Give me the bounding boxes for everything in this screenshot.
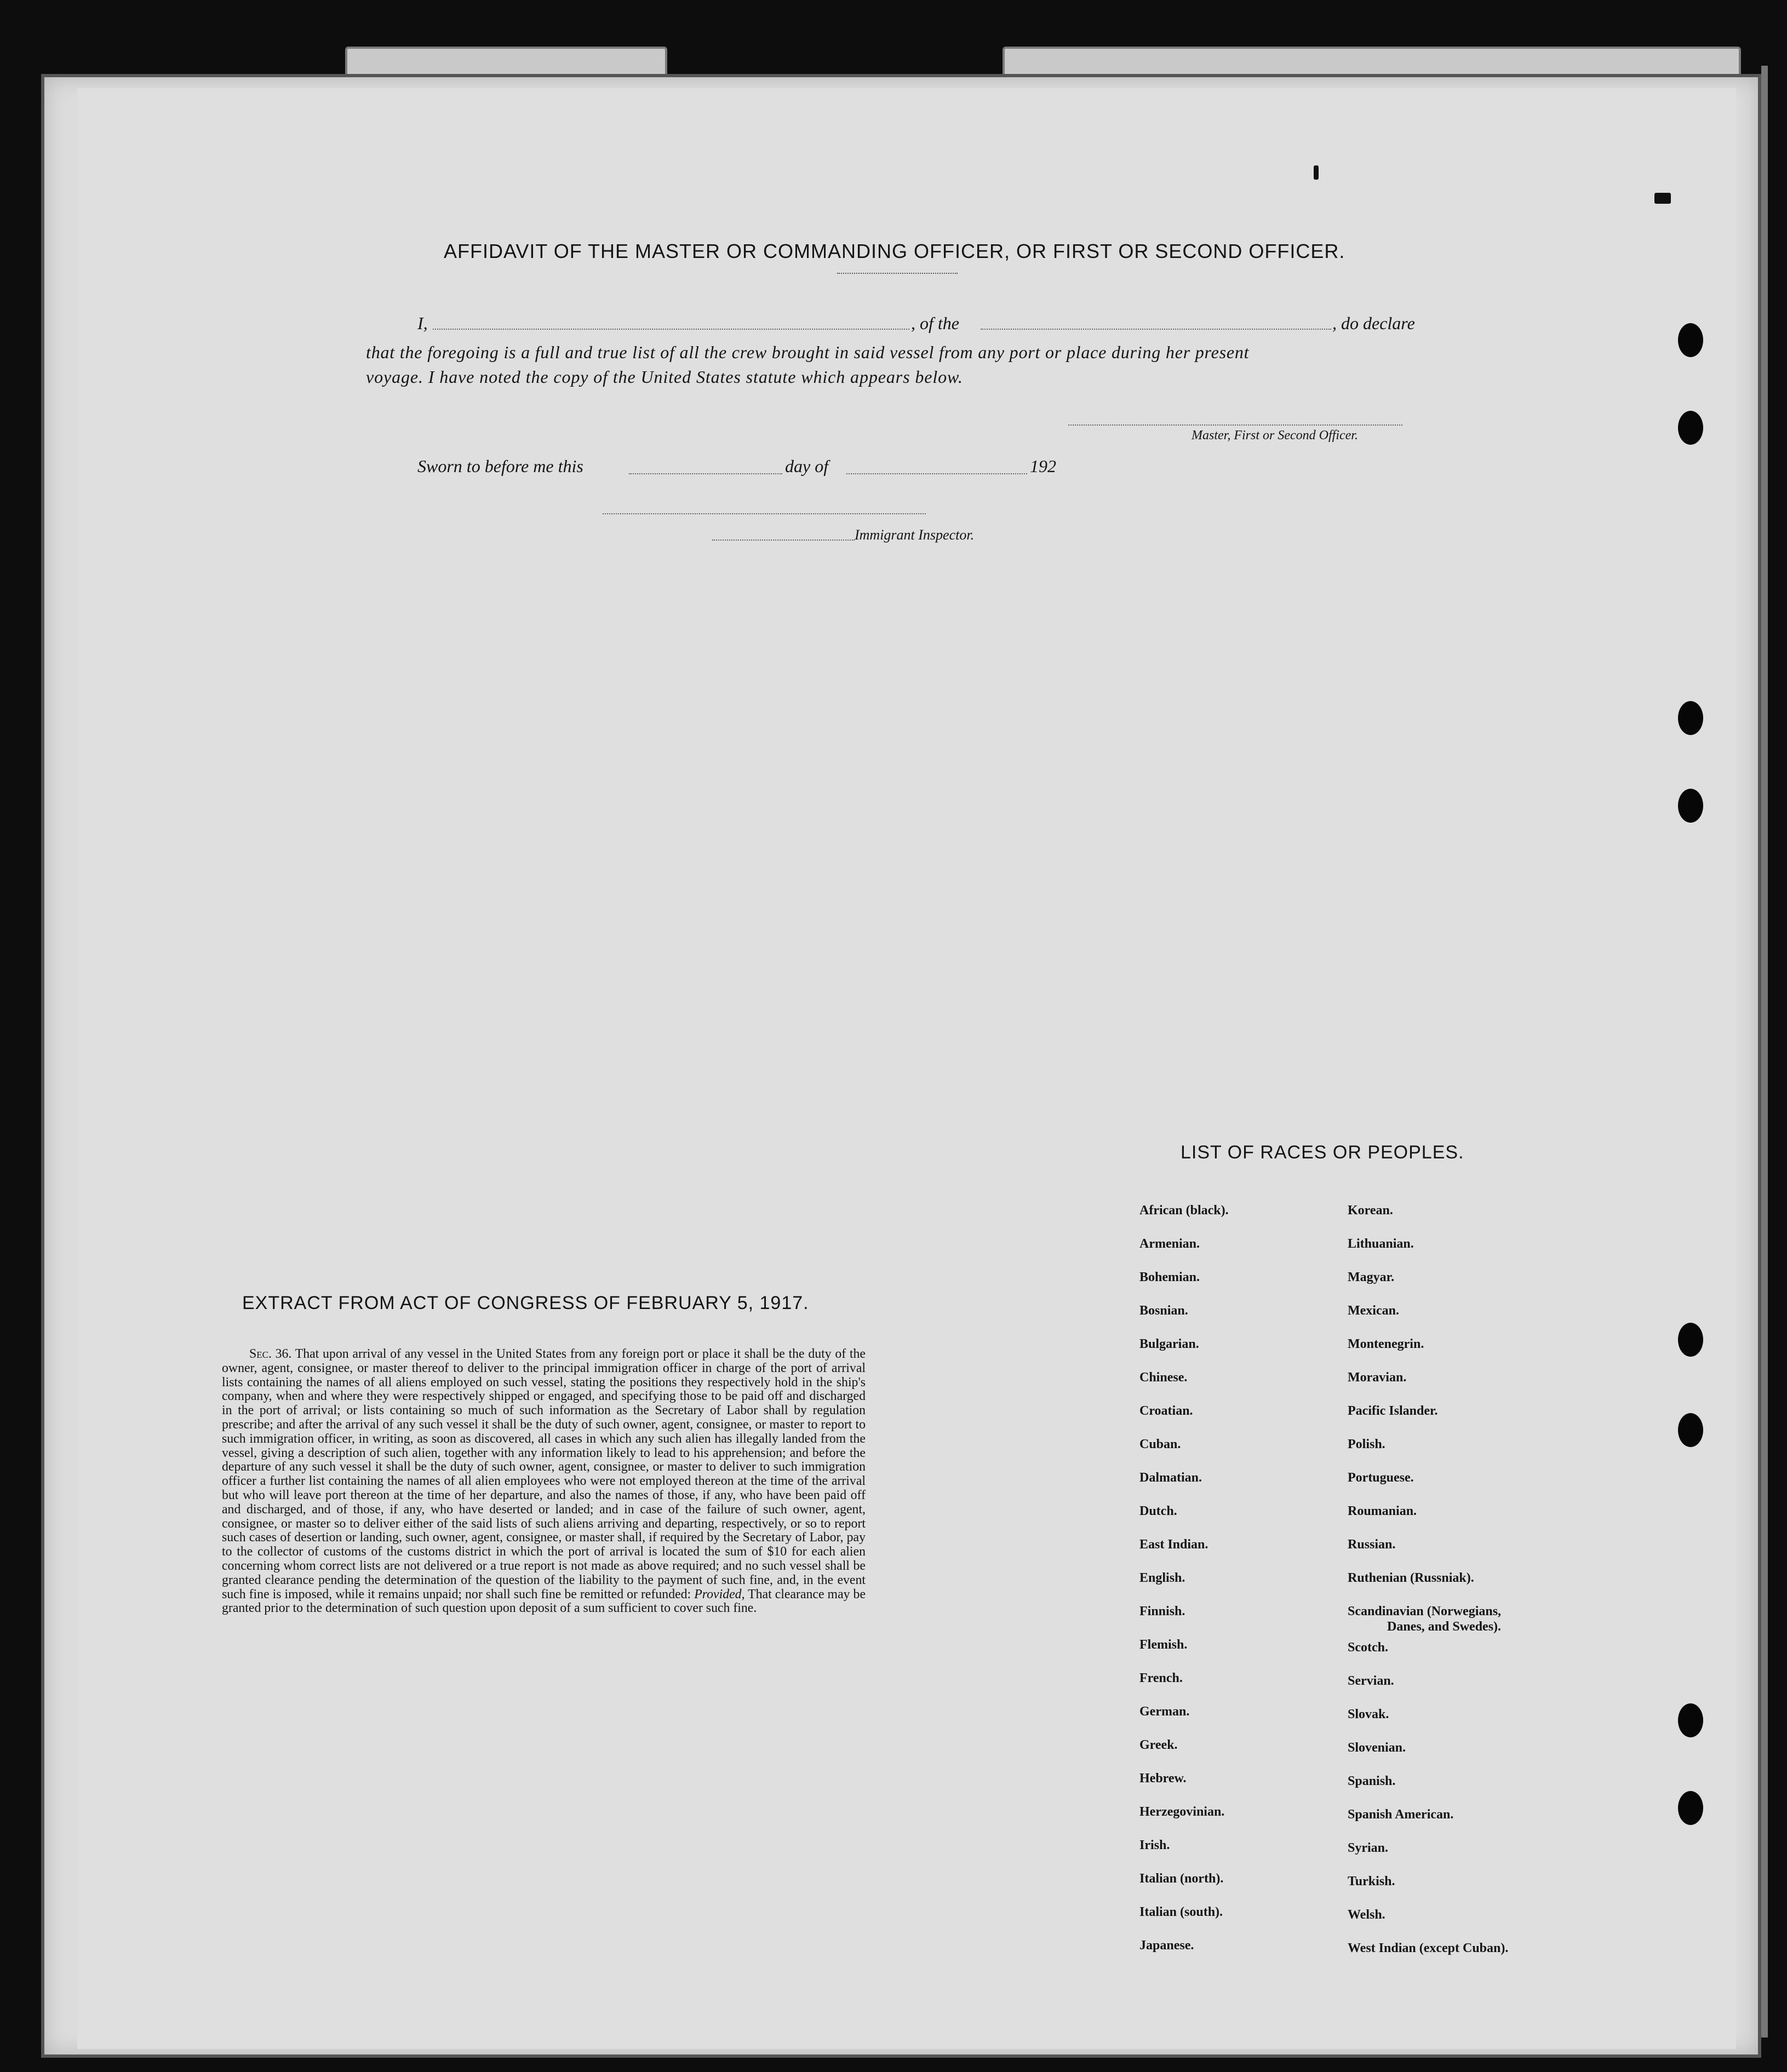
punch-hole <box>1678 1323 1703 1357</box>
race-item: Hebrew. <box>1139 1771 1187 1786</box>
race-item: Portuguese. <box>1348 1471 1414 1485</box>
race-item: Roumanian. <box>1348 1504 1417 1518</box>
affidavit-line3: voyage. I have noted the copy of the United States statute which appears below. <box>366 367 963 387</box>
inspector-signature-field-upper[interactable] <box>603 513 926 514</box>
statute-section-text <box>222 1347 866 1616</box>
sworn-day-field[interactable] <box>629 473 782 474</box>
race-item: East Indian. <box>1139 1537 1208 1552</box>
race-item: Italian (south). <box>1139 1905 1223 1919</box>
race-item: Slovak. <box>1348 1707 1389 1721</box>
punch-hole <box>1678 411 1703 445</box>
ink-speck <box>1654 193 1671 204</box>
race-item: Croatian. <box>1139 1404 1193 1418</box>
punch-hole <box>1678 323 1703 357</box>
race-item: Russian. <box>1348 1537 1396 1552</box>
affidavit-line1-start: I, <box>417 313 428 333</box>
race-item: Dutch. <box>1139 1504 1177 1518</box>
race-item: Dalmatian. <box>1139 1471 1202 1485</box>
race-item: Irish. <box>1139 1838 1170 1852</box>
punch-hole <box>1678 789 1703 823</box>
page-edge-shadow <box>1761 66 1768 2037</box>
extract-title: EXTRACT FROM ACT OF CONGRESS OF FEBRUARY 5, 1917. <box>242 1293 809 1313</box>
race-item: German. <box>1139 1704 1190 1719</box>
affidavit-title: AFFIDAVIT OF THE MASTER OR COMMANDING OFFICER, OR FIRST OR SECOND OFFICER. <box>444 240 1345 262</box>
ink-speck <box>1314 165 1319 180</box>
race-item: Flemish. <box>1139 1638 1188 1652</box>
race-item: Spanish. <box>1348 1774 1396 1788</box>
race-item: Italian (north). <box>1139 1872 1224 1886</box>
affidavit-line2: that the foregoing is a full and true list of all the crew brought in said vessel from any port or place during her present <box>366 342 1250 362</box>
race-item: Armenian. <box>1139 1237 1200 1251</box>
race-item: Pacific Islander. <box>1348 1404 1438 1418</box>
master-signature-caption: Master, First or Second Officer. <box>1192 428 1358 443</box>
statute-body-part2: That clearance may be granted prior to the determination of such question upon deposit of a sum sufficient to cover such fine. <box>222 1587 866 1616</box>
inspector-caption: Immigrant Inspector. <box>855 527 975 543</box>
section-label: Sec. 36. <box>249 1347 292 1361</box>
title-divider <box>837 273 958 274</box>
punch-hole <box>1678 1703 1703 1737</box>
race-item: Mexican. <box>1348 1304 1399 1318</box>
race-item: Chinese. <box>1139 1370 1188 1385</box>
race-item: Spanish American. <box>1348 1807 1454 1822</box>
master-name-field[interactable] <box>433 329 909 330</box>
race-item: Ruthenian (Russniak). <box>1348 1571 1474 1585</box>
race-item: Bosnian. <box>1139 1304 1188 1318</box>
race-item: Polish. <box>1348 1437 1385 1451</box>
affidavit-line1-mid: , of the <box>911 313 959 333</box>
race-item: Finnish. <box>1139 1604 1185 1618</box>
race-item: Greek. <box>1139 1738 1178 1752</box>
race-item: Bohemian. <box>1139 1270 1200 1284</box>
race-item: Welsh. <box>1348 1908 1385 1922</box>
races-list-title: LIST OF RACES OR PEOPLES. <box>1181 1142 1464 1163</box>
race-item: Korean. <box>1348 1203 1393 1218</box>
race-item: Scandinavian (Norwegians, <box>1348 1604 1502 1618</box>
inspector-signature-field[interactable] <box>712 539 855 541</box>
race-item: Montenegrin. <box>1348 1337 1424 1351</box>
sworn-statement-mid: day of <box>785 456 829 476</box>
race-item: West Indian (except Cuban). <box>1348 1941 1509 1955</box>
race-item: Magyar. <box>1348 1270 1395 1284</box>
punch-hole <box>1678 1413 1703 1447</box>
race-item: African (black). <box>1139 1203 1229 1218</box>
race-item: Servian. <box>1348 1674 1394 1688</box>
race-item: French. <box>1139 1671 1183 1685</box>
race-item: Cuban. <box>1139 1437 1181 1451</box>
statute-body-part1: That upon arrival of any vessel in the United States from any foreign port or place it shall be the duty of the owner, agent, consignee, or master thereof to deliver to the principal immigration officer in charge of the port of arrival lists containing the names of all aliens employed on such vessel, stating the positions they respectively hold in the ship's company, when and where they were respectively shipped or engaged, and specifying those to be paid off and discharged in the port of arrival; or lists containing so much of such information as the Secretary of Labor shall by regulation prescribe; and after the arrival of any such vessel it shall be the duty of such owner, agent, consignee, or master to report to such immigration officer, in writing, as soon as discovered, all cases in which any such alien has illegally landed from the vessel, giving a description of such alien, together with any information likely to lead to his apprehension; and before the departure of any such vessel it shall be the duty of such owner, agent, consignee, or master to deliver to such immigration officer a further list containing the names of all alien employees who were not employed thereon at the time of the arrival but who will leave port thereon at the time of her departure, and also the names of those, if any, who have been paid off and discharged, and of those, if any, who have deserted or landed; and in case of the failure of such owner, agent, consignee, or master so to deliver either of the said lists of such aliens arriving and departing, respectively, or so to report such cases of desertion or landing, such owner, agent, consignee, or master shall, if required by the Secretary of Labor, pay to the collector of customs of the customs district in which the port of arrival is located the sum of $10 for each alien concerning whom correct lists are not delivered or a true report is not made as above required; and no such vessel shall be granted clearance pending the determination of the question of the liability to the payment of such fine, and, in the event such fine is imposed, while it remains unpaid; nor shall such fine be remitted or refunded: <box>222 1347 866 1602</box>
race-item: Scotch. <box>1348 1640 1388 1655</box>
race-item: Lithuanian. <box>1348 1237 1414 1251</box>
punch-hole <box>1678 1791 1703 1825</box>
race-item: Moravian. <box>1348 1370 1407 1385</box>
race-item: Herzegovinian. <box>1139 1805 1225 1819</box>
sworn-year: 192 <box>1030 456 1056 476</box>
race-item: Japanese. <box>1139 1938 1194 1953</box>
race-item: Turkish. <box>1348 1874 1395 1889</box>
vessel-name-field[interactable] <box>981 329 1331 330</box>
sworn-month-field[interactable] <box>846 473 1027 474</box>
race-item: English. <box>1139 1571 1185 1585</box>
affidavit-line1-end: , do declare <box>1332 313 1415 333</box>
race-item: Slovenian. <box>1348 1741 1406 1755</box>
punch-hole <box>1678 701 1703 735</box>
proviso-word: Provided, <box>694 1587 745 1602</box>
master-signature-field[interactable] <box>1068 424 1402 426</box>
race-item: Syrian. <box>1348 1841 1389 1855</box>
race-item-continued: Danes, and Swedes). <box>1387 1620 1502 1634</box>
sworn-statement-start: Sworn to before me this <box>417 456 583 476</box>
race-item: Bulgarian. <box>1139 1337 1199 1351</box>
